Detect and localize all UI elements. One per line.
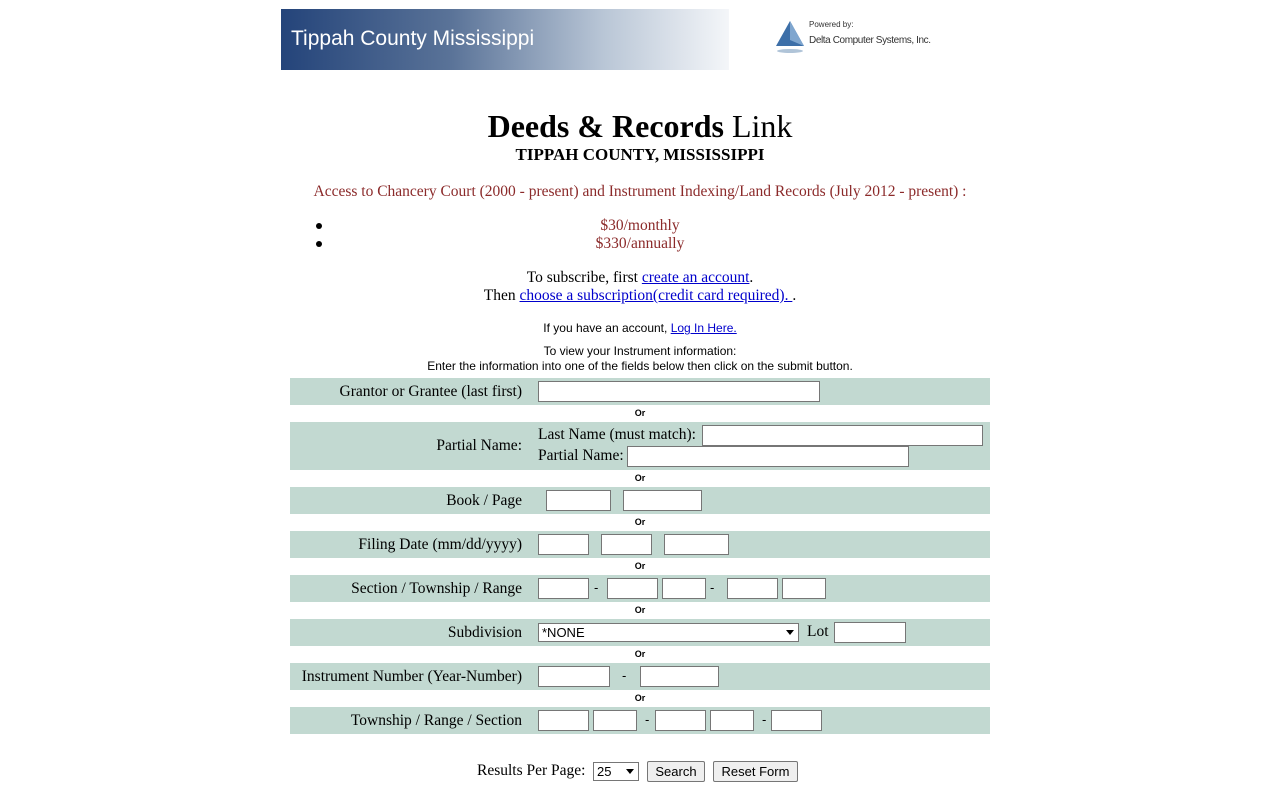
- subscribe-period: .: [749, 269, 754, 286]
- book-page-label: Book / Page: [446, 492, 522, 509]
- filing-date-label: Filing Date (mm/dd/yyyy): [358, 536, 522, 553]
- filing-day-input[interactable]: [601, 534, 652, 555]
- partial-name-row: [290, 422, 990, 470]
- price-monthly: $30/monthly: [600, 217, 680, 234]
- grantor-row: [290, 378, 990, 405]
- instructions-line-1: To view your Instrument information:: [543, 344, 737, 358]
- or-separator: Or: [634, 473, 646, 483]
- search-button[interactable]: Search: [647, 761, 705, 782]
- lot-input[interactable]: [834, 622, 906, 643]
- instructions-line-2: Enter the information into one of the fields below then click on the submit button.: [427, 359, 853, 373]
- login-link[interactable]: Log In Here.: [670, 321, 737, 335]
- section-township-range-row: [290, 575, 990, 602]
- page-subtitle: TIPPAH COUNTY, MISSISSIPPI: [515, 145, 765, 164]
- book-page-row: [290, 487, 990, 514]
- instrument-number-label: Instrument Number (Year-Number): [301, 668, 522, 685]
- filing-month-input[interactable]: [538, 534, 589, 555]
- str-section-input[interactable]: [538, 578, 589, 599]
- or-separator: Or: [634, 517, 646, 527]
- choose-subscription-link[interactable]: choose a subscription(credit card required).: [519, 287, 793, 304]
- login-line: [0, 321, 1280, 336]
- last-name-input[interactable]: [702, 425, 983, 446]
- instrument-number-row: [290, 663, 990, 690]
- trs-range-input[interactable]: [655, 710, 706, 731]
- dash-separator: -: [622, 668, 627, 683]
- page-title: [0, 108, 1280, 144]
- access-info: Access to Chancery Court (2000 - present) and Instrument Indexing/Land Records (July 2012 - present) :: [313, 183, 967, 200]
- subscribe-text: Then: [483, 287, 520, 304]
- subdivision-select[interactable]: [538, 623, 799, 642]
- results-per-page-select[interactable]: [593, 762, 639, 781]
- or-separator: Or: [634, 561, 646, 571]
- subdivision-selected-value: *NONE: [542, 625, 585, 640]
- lot-label: Lot: [807, 623, 829, 640]
- trs-township-input[interactable]: [538, 710, 589, 731]
- grantor-label: Grantor or Grantee (last first): [339, 383, 522, 400]
- partial-name-input[interactable]: [627, 446, 909, 467]
- township-range-section-label: Township / Range / Section: [350, 712, 522, 729]
- grantor-input[interactable]: [538, 381, 820, 402]
- delta-logo-icon: [775, 20, 805, 54]
- powered-by-logo: [775, 18, 931, 58]
- price-annually: $330/annually: [595, 235, 685, 252]
- or-separator: Or: [634, 605, 646, 615]
- page-title-bold: Deeds & Records: [487, 108, 724, 144]
- book-input[interactable]: [546, 490, 611, 511]
- or-separator: Or: [634, 693, 646, 703]
- subdivision-label: Subdivision: [447, 624, 522, 641]
- trs-township-dir-input[interactable]: [593, 710, 637, 731]
- dash-separator: -: [762, 712, 767, 727]
- partial-name-label: Partial Name:: [436, 437, 522, 454]
- str-range-input[interactable]: [727, 578, 778, 599]
- results-per-page-value: 25: [597, 764, 612, 779]
- chevron-down-icon: [626, 769, 634, 774]
- township-range-section-row: [290, 707, 990, 734]
- page-title-rest: Link: [723, 108, 793, 144]
- subscribe-line-1: [0, 269, 1280, 287]
- trs-section-input[interactable]: [771, 710, 822, 731]
- trs-range-dir-input[interactable]: [710, 710, 754, 731]
- powered-by-label: Powered by:: [809, 20, 854, 29]
- partial-name-sub-label: Partial Name:: [538, 447, 624, 464]
- reset-form-button[interactable]: Reset Form: [713, 761, 798, 782]
- section-township-range-label: Section / Township / Range: [351, 580, 522, 597]
- subscribe-line-2: [0, 287, 1280, 305]
- or-separator: Or: [634, 649, 646, 659]
- str-township-input[interactable]: [607, 578, 658, 599]
- banner-title: Tippah County Mississippi: [291, 27, 535, 50]
- dash-separator: -: [645, 712, 650, 727]
- company-name: Delta Computer Systems, Inc.: [809, 35, 931, 46]
- filing-year-input[interactable]: [664, 534, 729, 555]
- filing-date-row: [290, 531, 990, 558]
- chevron-down-icon: [786, 630, 794, 635]
- dash-separator: -: [594, 580, 599, 595]
- dash-separator: -: [710, 580, 715, 595]
- or-separator: Or: [634, 408, 646, 418]
- subscribe-text: To subscribe, first: [526, 269, 642, 286]
- str-township-dir-input[interactable]: [662, 578, 706, 599]
- instrument-year-input[interactable]: [538, 666, 610, 687]
- login-text: If you have an account,: [543, 321, 671, 335]
- subdivision-row: [290, 619, 990, 646]
- instrument-number-input[interactable]: [640, 666, 719, 687]
- subscribe-period: .: [792, 287, 797, 304]
- results-per-page-label: Results Per Page:: [477, 762, 586, 779]
- last-name-label: Last Name (must match):: [538, 426, 696, 443]
- create-account-link[interactable]: create an account: [641, 269, 750, 286]
- str-range-dir-input[interactable]: [782, 578, 826, 599]
- county-banner: [281, 9, 729, 70]
- page-input[interactable]: [623, 490, 702, 511]
